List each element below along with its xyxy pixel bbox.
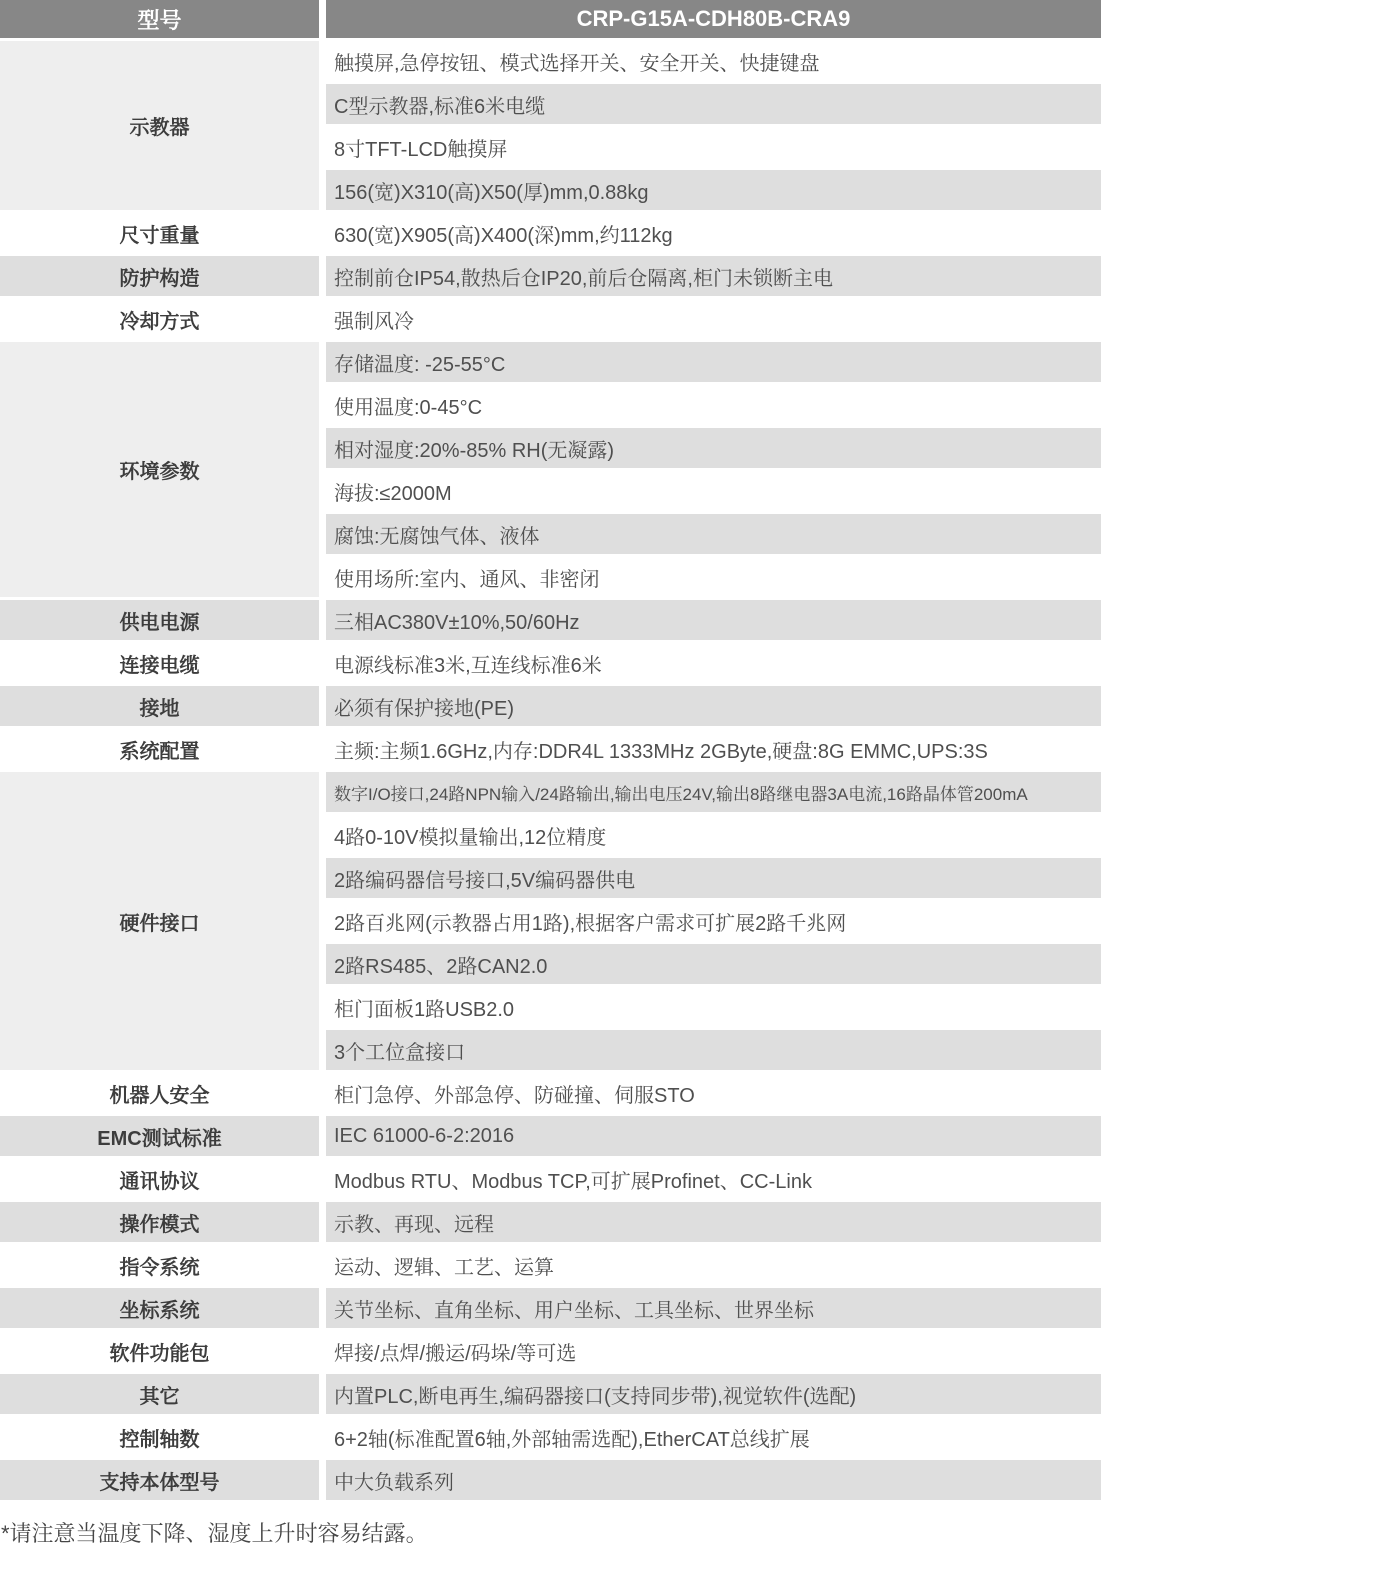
row-label: 接地 bbox=[0, 686, 319, 726]
row-label: 机器人安全 bbox=[0, 1073, 319, 1113]
row-label: 环境参数 bbox=[0, 342, 319, 597]
row-value: 腐蚀:无腐蚀气体、液体 bbox=[326, 514, 1101, 554]
row-value: 6+2轴(标准配置6轴,外部轴需选配),EtherCAT总线扩展 bbox=[326, 1417, 1101, 1457]
row-value: IEC 61000-6-2:2016 bbox=[326, 1116, 1101, 1156]
row-label: 系统配置 bbox=[0, 729, 319, 769]
row-label: 操作模式 bbox=[0, 1202, 319, 1242]
row-value: 156(宽)X310(高)X50(厚)mm,0.88kg bbox=[326, 170, 1101, 210]
row-label: 连接电缆 bbox=[0, 643, 319, 683]
row-value: 存储温度: -25-55°C bbox=[326, 342, 1101, 382]
row-value: 触摸屏,急停按钮、模式选择开关、安全开关、快捷键盘 bbox=[326, 41, 1101, 81]
spec-table-body bbox=[0, 41, 1101, 1500]
row-label: 通讯协议 bbox=[0, 1159, 319, 1199]
row-label: 冷却方式 bbox=[0, 299, 319, 339]
row-value: 柜门急停、外部急停、防碰撞、伺服STO bbox=[326, 1073, 1101, 1113]
row-value: 使用温度:0-45°C bbox=[326, 385, 1101, 425]
header-model-number: CRP-G15A-CDH80B-CRA9 bbox=[326, 0, 1101, 38]
row-value: C型示教器,标准6米电缆 bbox=[326, 84, 1101, 124]
row-value: 主频:主频1.6GHz,内存:DDR4L 1333MHz 2GByte,硬盘:8G EMMC,UPS:3S bbox=[326, 729, 1101, 769]
footnote: *请注意当温度下降、湿度上升时容易结露。 bbox=[1, 1521, 428, 1546]
row-label: 硬件接口 bbox=[0, 772, 319, 1070]
row-value: 数字I/O接口,24路NPN输入/24路输出,输出电压24V,输出8路继电器3A电流,16路晶体管200mA bbox=[326, 772, 1101, 812]
row-value: 4路0-10V模拟量输出,12位精度 bbox=[326, 815, 1101, 855]
row-value: 8寸TFT-LCD触摸屏 bbox=[326, 127, 1101, 167]
table-header-row bbox=[0, 0, 1101, 38]
row-value: 示教、再现、远程 bbox=[326, 1202, 1101, 1242]
row-value: 3个工位盒接口 bbox=[326, 1030, 1101, 1070]
row-value: 电源线标准3米,互连线标准6米 bbox=[326, 643, 1101, 683]
row-value: 内置PLC,断电再生,编码器接口(支持同步带),视觉软件(选配) bbox=[326, 1374, 1101, 1414]
row-label: 支持本体型号 bbox=[0, 1460, 319, 1500]
row-value: 630(宽)X905(高)X400(深)mm,约112kg bbox=[326, 213, 1101, 253]
row-label: 软件功能包 bbox=[0, 1331, 319, 1371]
row-value: 运动、逻辑、工艺、运算 bbox=[326, 1245, 1101, 1285]
row-label: EMC测试标准 bbox=[0, 1116, 319, 1156]
row-value: 焊接/点焊/搬运/码垛/等可选 bbox=[326, 1331, 1101, 1371]
row-label: 其它 bbox=[0, 1374, 319, 1414]
row-value: 2路RS485、2路CAN2.0 bbox=[326, 944, 1101, 984]
row-value: 海拔:≤2000M bbox=[326, 471, 1101, 511]
row-label: 坐标系统 bbox=[0, 1288, 319, 1328]
row-label: 示教器 bbox=[0, 41, 319, 210]
row-value: 柜门面板1路USB2.0 bbox=[326, 987, 1101, 1027]
row-value: 必须有保护接地(PE) bbox=[326, 686, 1101, 726]
row-value: 2路编码器信号接口,5V编码器供电 bbox=[326, 858, 1101, 898]
header-model-label: 型号 bbox=[0, 0, 319, 38]
row-value: 中大负载系列 bbox=[326, 1460, 1101, 1500]
row-value: 使用场所:室内、通风、非密闭 bbox=[326, 557, 1101, 597]
row-value: Modbus RTU、Modbus TCP,可扩展Profinet、CC-Link bbox=[326, 1159, 1101, 1199]
row-label: 控制轴数 bbox=[0, 1417, 319, 1457]
row-label: 供电电源 bbox=[0, 600, 319, 640]
row-label: 防护构造 bbox=[0, 256, 319, 296]
row-label: 指令系统 bbox=[0, 1245, 319, 1285]
row-value: 相对湿度:20%-85% RH(无凝露) bbox=[326, 428, 1101, 468]
row-value: 2路百兆网(示教器占用1路),根据客户需求可扩展2路千兆网 bbox=[326, 901, 1101, 941]
row-value: 强制风冷 bbox=[326, 299, 1101, 339]
row-value: 关节坐标、直角坐标、用户坐标、工具坐标、世界坐标 bbox=[326, 1288, 1101, 1328]
row-value: 控制前仓IP54,散热后仓IP20,前后仓隔离,柜门未锁断主电 bbox=[326, 256, 1101, 296]
row-label: 尺寸重量 bbox=[0, 213, 319, 253]
row-value: 三相AC380V±10%,50/60Hz bbox=[326, 600, 1101, 640]
